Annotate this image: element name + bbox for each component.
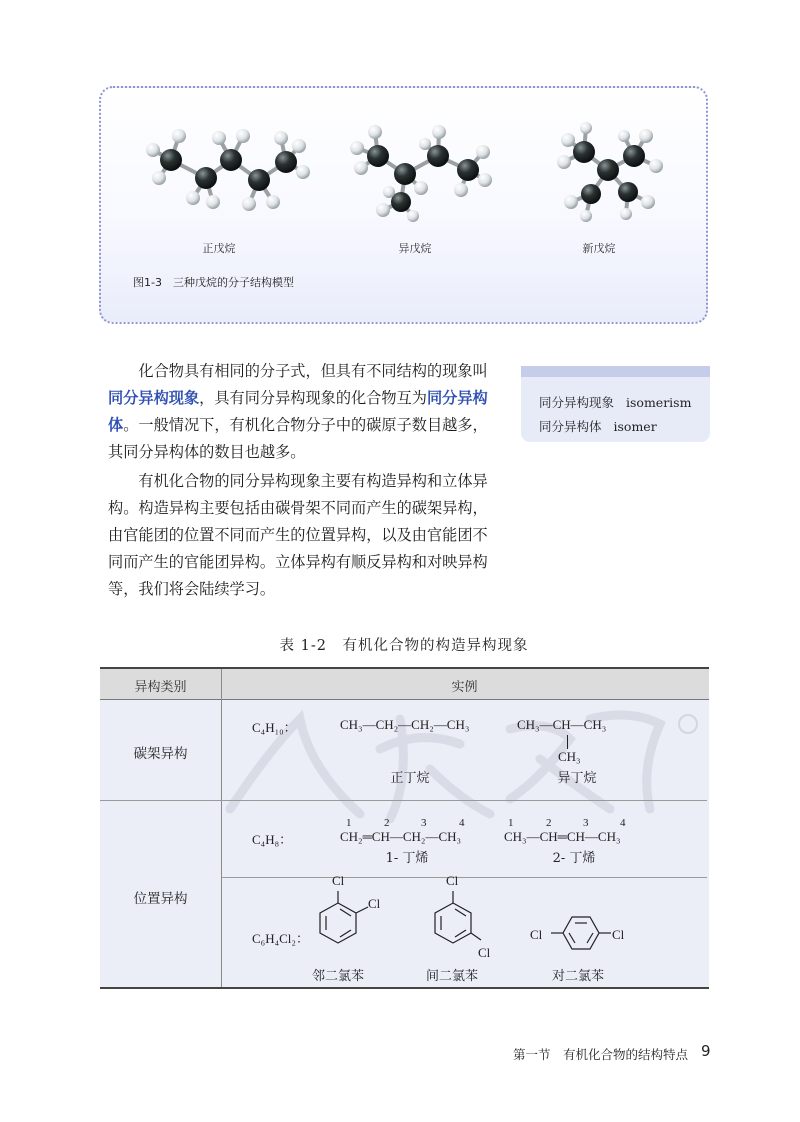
carbon-number: 3 — [583, 817, 589, 829]
label-isopentane: 异戊烷 — [398, 242, 432, 255]
row-divider — [222, 877, 707, 878]
para-dichlorobenzene-structure — [550, 913, 620, 953]
isopentane-model — [343, 122, 503, 222]
1-butene-structure: CH₂═CH—CH₂—CH₃ — [340, 829, 462, 844]
figure-caption: 图1-3 三种戊烷的分子结构模型 — [133, 276, 294, 289]
isobutane-branch: CH₃ — [558, 749, 581, 764]
glossary-item — [539, 391, 710, 415]
category-carbon-skeleton: 碳架异构 — [133, 746, 188, 762]
para-cl-left: Cl — [530, 927, 543, 942]
label-para-dichlorobenzene: 对二氯苯 — [551, 969, 604, 984]
p1-text-3: 。一般情况下，有机化合物分子中的碳原子数目越多，其同分异构体的数目也越多。 — [108, 416, 488, 461]
keyword-isomer: 同分异构体 — [108, 389, 488, 434]
carbon-number: 2 — [384, 817, 390, 829]
para-cl-right: Cl — [612, 927, 625, 942]
label-isobutane: 异丁烷 — [557, 771, 597, 786]
glossary-cn: 同分异构体 — [539, 419, 602, 434]
header-example: 实例 — [451, 680, 478, 695]
carbon-number: 3 — [421, 817, 427, 829]
page-number: 9 — [701, 1042, 711, 1060]
formula-c4h8: C₄H₈： — [252, 832, 293, 847]
neopentane-model — [546, 122, 676, 222]
category-position: 位置异构 — [133, 891, 188, 907]
label-meta-dichlorobenzene: 间二氯苯 — [425, 969, 478, 984]
header-category: 异构类别 — [134, 680, 187, 695]
figure-box — [99, 86, 708, 324]
isobutane-bond — [567, 735, 568, 749]
table-title: 表 1-2 有机化合物的构造异构现象 — [279, 638, 529, 654]
label-ortho-dichlorobenzene: 邻二氯苯 — [311, 969, 364, 984]
2-butene-structure: CH₃—CH═CH—CH₃ — [504, 829, 621, 844]
p1-text-2: ，具有同分异构现象的化合物互为 — [199, 389, 427, 407]
isomer-table — [100, 667, 709, 989]
footer-chapter-title: 第一节 有机化合物的结构特点 — [513, 1047, 689, 1062]
glossary-en: isomerism — [626, 395, 692, 410]
carbon-number: 1 — [508, 817, 514, 829]
keyword-isomerism: 同分异构现象 — [108, 389, 200, 407]
label-1-butene: 1- 丁烯 — [385, 851, 429, 866]
meta-dichlorobenzene-structure — [433, 885, 503, 965]
meta-cl-top: Cl — [446, 873, 459, 888]
column-divider — [221, 669, 222, 987]
glossary-cn: 同分异构现象 — [539, 395, 615, 410]
paragraph-1 — [108, 358, 502, 466]
glossary-en: isomer — [613, 419, 657, 434]
formula-c4h10: C₄H₁₀： — [252, 720, 297, 735]
label-2-butene: 2- 丁烯 — [552, 851, 596, 866]
n-pentane-model — [131, 122, 321, 222]
glossary-item — [539, 415, 710, 439]
row-divider — [100, 800, 707, 801]
isobutane-structure: CH₃—CH—CH₃ — [517, 717, 607, 732]
meta-cl-bottom: Cl — [478, 945, 491, 960]
ortho-cl-right: Cl — [368, 896, 381, 911]
formula-c6h4cl2: C₆H₄Cl₂： — [252, 931, 309, 946]
ortho-cl-top: Cl — [332, 873, 345, 888]
n-butane-structure: CH₃—CH₂—CH₂—CH₃ — [340, 717, 470, 732]
glossary-box — [521, 366, 710, 442]
carbon-number: 4 — [459, 817, 465, 829]
carbon-number: 4 — [620, 817, 626, 829]
label-neopentane: 新戊烷 — [582, 242, 616, 255]
label-n-butane: 正丁烷 — [390, 771, 430, 786]
carbon-number: 1 — [346, 817, 352, 829]
label-n-pentane: 正戊烷 — [202, 242, 236, 255]
paragraph-2: 有机化合物的同分异构现象主要有构造异构和立体异构。构造异构主要包括由碳骨架不同而产生的碳架异构，由官能团的位置不同而产生的位置异构，以及由官能团不同而产生的官能团异构。立体异构有顺反异构和对映异构等，我们将会陆续学习。 — [108, 472, 488, 598]
carbon-number: 2 — [546, 817, 552, 829]
p1-text-1: 化合物具有相同的分子式，但具有不同结构的现象叫 — [138, 362, 488, 380]
